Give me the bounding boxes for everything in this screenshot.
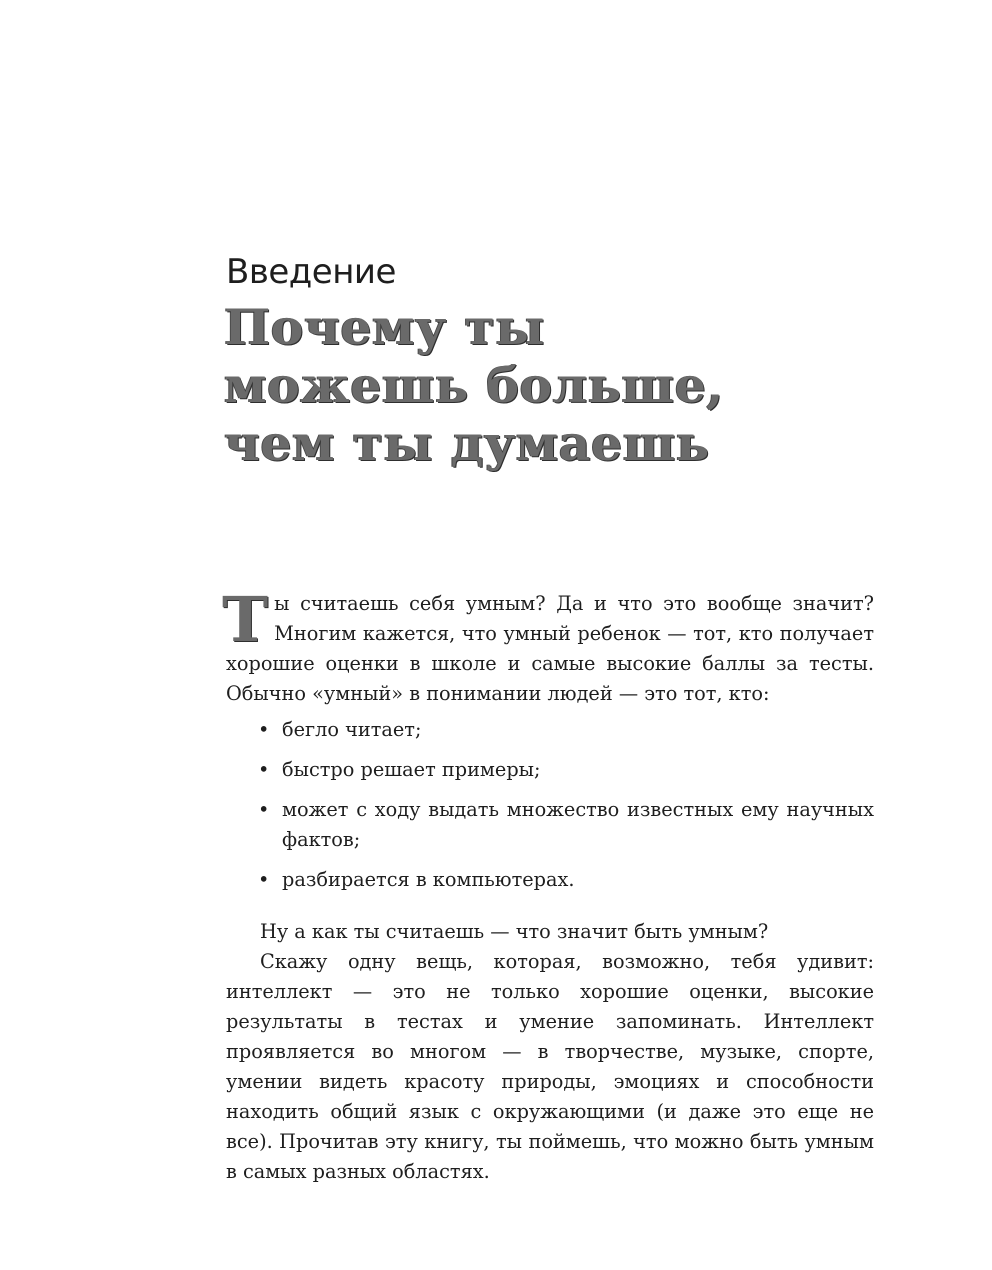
- list-item: [226, 865, 874, 895]
- list-item: [226, 755, 874, 785]
- bullet-list: [226, 715, 874, 895]
- bullet-icon: •: [258, 718, 270, 741]
- intro-paragraph: [222, 583, 874, 709]
- bullet-icon: •: [258, 868, 270, 891]
- list-item-text: может с ходу выдать множество известных ему научных фактов;: [282, 798, 874, 851]
- body-text: [222, 583, 874, 1187]
- list-item: [226, 795, 874, 855]
- bullet-icon: •: [258, 798, 270, 821]
- chapter-title: [224, 298, 824, 472]
- chapter-title-line: Почему ты: [224, 298, 545, 356]
- intro-text: ы считаешь себя умным? Да и что это вообще значит? Многим кажется, что умный ребенок — тот, кто получает хорошие оценки в школе и самые высокие баллы за тесты. Обычно «умный» в понимании людей — это тот, кто:: [226, 592, 874, 705]
- list-item-text: быстро решает примеры;: [282, 758, 541, 781]
- chapter-title-line: чем ты думаешь: [224, 414, 710, 472]
- body-paragraph: Скажу одну вещь, которая, возможно, тебя удивит: интеллект — это не только хорошие оценки, высокие результаты в тестах и умение запоминать. Интеллект проявляется во многом — в творчестве, музыке, спорте, умении видеть красоту природы, эмоциях и способности находить общий язык с окружающими (и даже это еще не все). Прочитав эту книгу, ты поймешь, что можно быть умным в самых разных областях.: [226, 950, 874, 1183]
- list-item-text: разбирается в компьютерах.: [282, 868, 575, 891]
- chapter-kicker: Введение: [226, 252, 396, 292]
- list-item-text: бегло читает;: [282, 718, 422, 741]
- list-item: [226, 715, 874, 745]
- bullet-icon: •: [258, 758, 270, 781]
- question-paragraph: Ну а как ты считаешь — что значит быть умным?: [260, 920, 769, 943]
- drop-cap: Т: [222, 583, 269, 656]
- chapter-title-line: можешь больше,: [224, 356, 724, 414]
